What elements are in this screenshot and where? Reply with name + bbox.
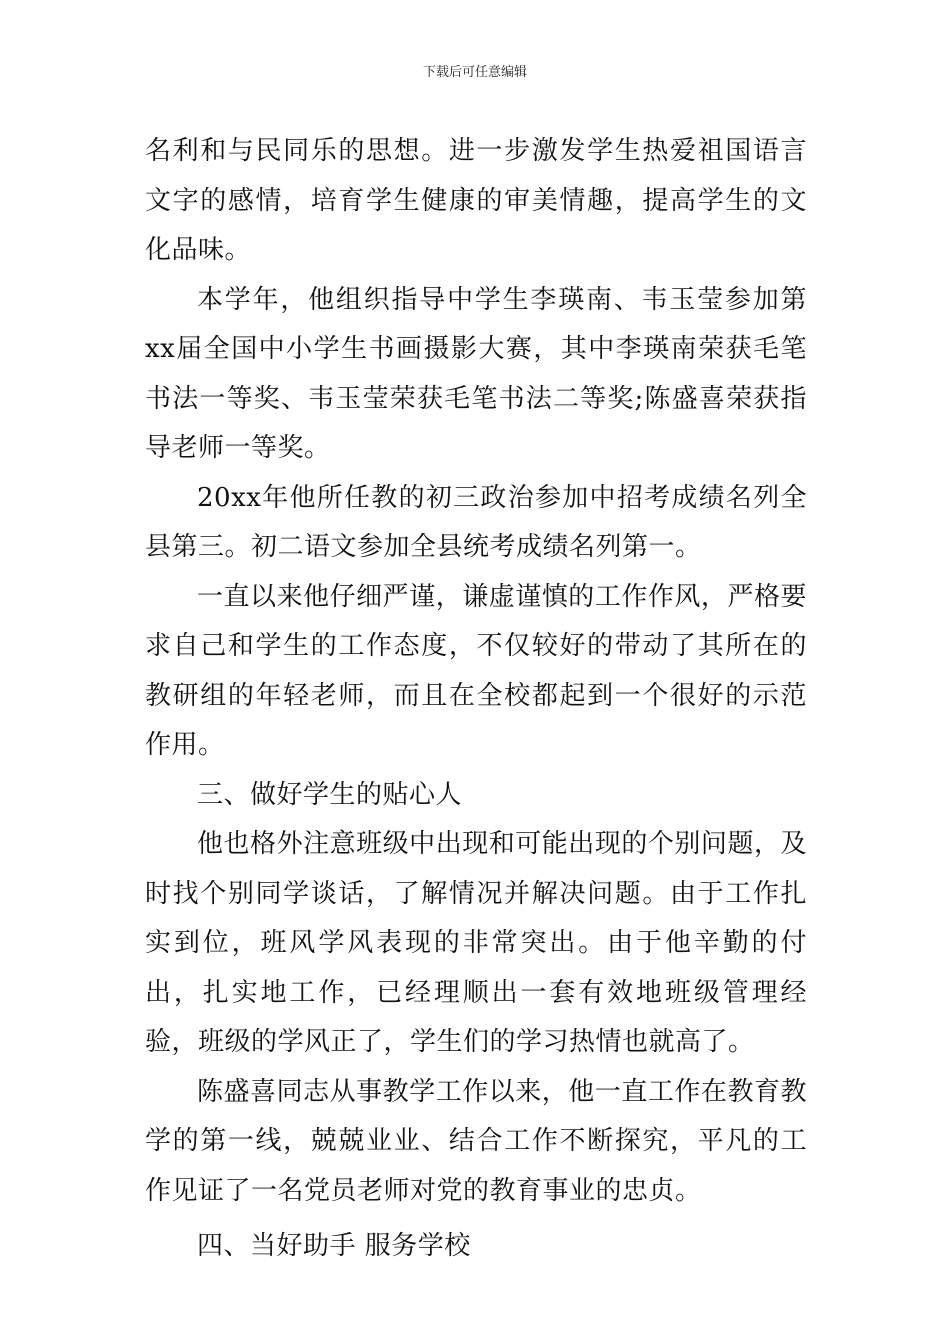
section-heading-four: 四、当好助手 服务学校	[197, 1231, 471, 1261]
page-header: 下载后可任意编辑	[422, 65, 527, 80]
paragraph-work-style: 一直以来他仔细严谨，谦虚谨慎的工作作风，严格要求自己和学生的工作态度，不仅较好的带动了其所在的教研组的年轻老师，而且在全校都起到一个很好的示范作用。	[145, 581, 807, 760]
section-heading-three: 三、做好学生的贴心人	[197, 779, 463, 810]
paragraph-class-management: 他也格外注意班级中出现和可能出现的个别问题，及时找个别同学谈话，了解情况并解决问题。由于工作扎实到位，班风学风表现的非常突出。由于他辛勤的付出，扎实地工作，已经理顺出一套有效地班级管理经验，班级的学风正了，学生们的学习热情也就高了。	[145, 829, 807, 1057]
paragraph-dedication: 陈盛喜同志从事教学工作以来，他一直工作在教育教学的第一线，兢兢业业、结合工作不断探究，平凡的工作见证了一名党员老师对党的教育事业的忠贞。	[145, 1076, 807, 1206]
document-body	[145, 127, 807, 1272]
paragraph-continuation: 名利和与民同乐的思想。进一步激发学生热爱祖国语言文字的感情，培育学生健康的审美情趣，提高学生的文化品味。	[145, 136, 807, 265]
paragraph-exam-results: 20xx年他所任教的初三政治参加中招考成绩名列全县第三。初二语文参加全县统考成绩名列第一。	[145, 482, 807, 562]
paragraph-awards: 本学年，他组织指导中学生李瑛南、韦玉莹参加第xx届全国中小学生书画摄影大赛，其中李瑛南荣获毛笔书法一等奖、韦玉莹荣获毛笔书法二等奖;陈盛喜荣获指导老师一等奖。	[145, 284, 807, 463]
